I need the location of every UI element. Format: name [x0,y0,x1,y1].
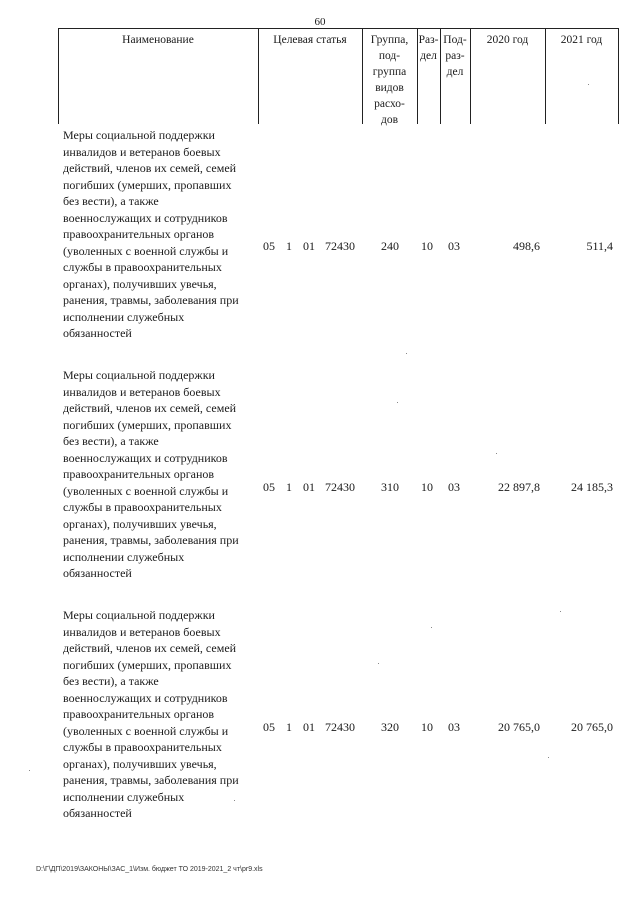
amount-2020: 22 897,8 [498,480,540,494]
header-year-2020: 2020 год [486,34,529,46]
subsection: 03 [448,480,460,494]
header-group: Группа, под- группа видов расхо- дов [370,34,409,126]
row-name: Меры социальной поддержки инвалидов и ветеранов боевых действий, членов их семей, семей погибших (умерших, пропавших без вести), а также военнослужащих и сотрудников правоохранительных органов (уволенных с военной службы и службы в правоохранительных органах), получивших увечья, ранения, травмы, заболевания при исполнении служебных обязанностей [63,368,239,580]
section: 10 [421,239,433,253]
expense-group: 240 [381,239,399,253]
header-target-article: Целевая статья [273,34,347,46]
amount-2021: 20 765,0 [571,720,613,734]
header-divider [618,28,619,124]
target-article-subprogram: 1 [286,239,292,253]
row-name: Меры социальной поддержки инвалидов и ветеранов боевых действий, членов их семей, семей погибших (умерших, пропавших без вести), а также военнослужащих и сотрудников правоохранительных органов (уволенных с военной службы и службы в правоохранительных органах), получивших увечья, ранения, травмы, заболевания при исполнении служебных обязанностей [63,128,239,340]
target-article-event: 01 [303,720,315,734]
target-article-program: 05 [263,239,275,253]
amount-2021: 24 185,3 [571,480,613,494]
target-article-subprogram: 1 [286,720,292,734]
target-article-program: 05 [263,720,275,734]
target-article-code: 72430 [325,480,355,494]
target-article-code: 72430 [325,239,355,253]
section: 10 [421,480,433,494]
expense-group: 310 [381,480,399,494]
header-top-rule [58,28,618,29]
header-name: Наименование [122,34,194,46]
subsection: 03 [448,720,460,734]
amount-2020: 20 765,0 [498,720,540,734]
amount-2021: 511,4 [586,239,613,253]
header-section: Раз- дел [418,34,439,62]
section: 10 [421,720,433,734]
row-name: Меры социальной поддержки инвалидов и ветеранов боевых действий, членов их семей, семей погибших (умерших, пропавших без вести), а также военнослужащих и сотрудников правоохранительных органов (уволенных с военной службы и службы в правоохранительных органах), получивших увечья, ранения, травмы, заболевания при исполнении служебных обязанностей [63,608,239,820]
amount-2020: 498,6 [513,239,540,253]
expense-group: 320 [381,720,399,734]
header-year-2021: 2021 год [560,34,603,46]
target-article-event: 01 [303,480,315,494]
header-subsection: Под- раз- дел [443,34,467,78]
target-article-program: 05 [263,480,275,494]
target-article-code: 72430 [325,720,355,734]
target-article-subprogram: 1 [286,480,292,494]
subsection: 03 [448,239,460,253]
page-number: 60 [314,16,326,28]
target-article-event: 01 [303,239,315,253]
footer-file-path: D:\Г\ДП\2019\ЗАКОНЫ\ЗАС_1\Изм. бюджет ТО 2019-2021_2 чт\pr9.xls [36,866,263,873]
